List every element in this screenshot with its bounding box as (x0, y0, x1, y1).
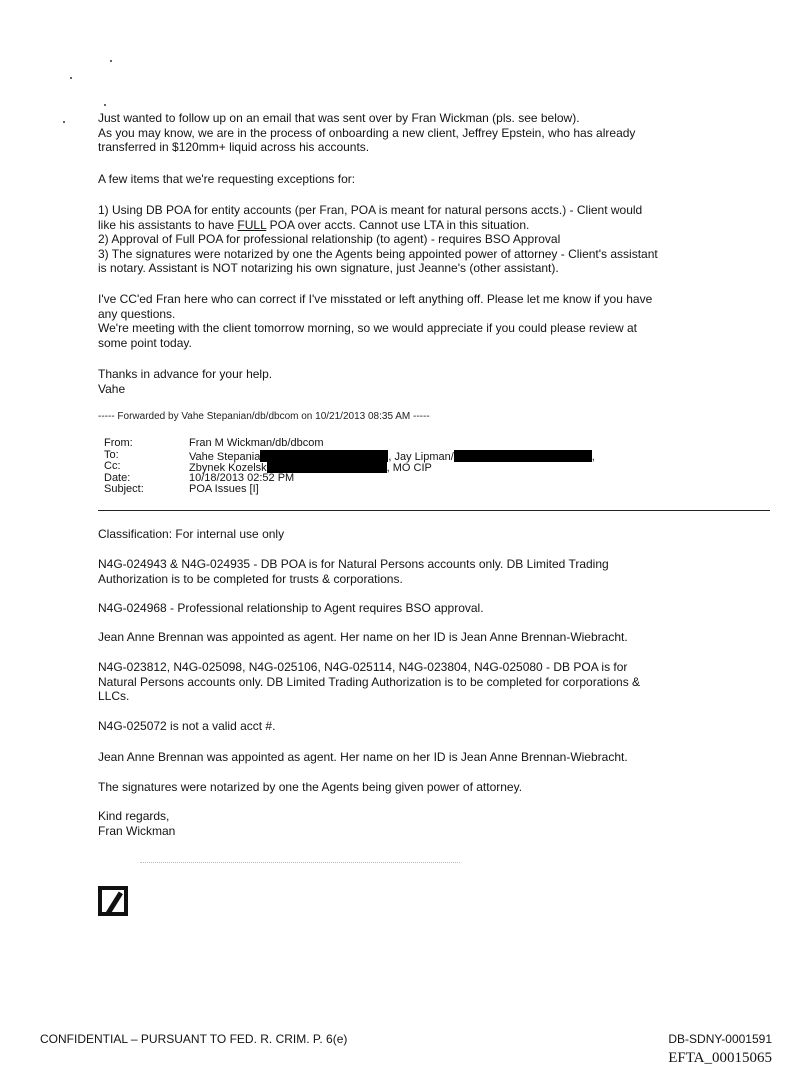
exception-items (98, 203, 708, 276)
intro-line: As you may know, we are in the process of onboarding a new client, Jeffrey Epstein, who has already (98, 125, 636, 140)
body-paragraph: Jean Anne Brennan was appointed as agent. Her name on her ID is Jean Anne Brennan-Wiebracht. (98, 630, 628, 644)
intro-paragraph (98, 111, 698, 155)
body-paragraph: N4G-025072 is not a valid acct #. (98, 719, 276, 733)
item-line: 3) The signatures were notarized by one the Agents being appointed power of attorney - Client's assistant (98, 246, 658, 261)
sender-name: Vahe (98, 381, 126, 396)
redaction-box (454, 450, 592, 462)
redaction-box (260, 450, 388, 462)
intro-line: Just wanted to follow up on an email that was sent over by Fran Wickman (pls. see below). (98, 111, 580, 125)
scan-artifact-line (140, 862, 460, 863)
body-paragraph: Jean Anne Brennan was appointed as agent. Her name on her ID is Jean Anne Brennan-Wiebracht. (98, 750, 628, 764)
body-paragraph: N4G-023812, N4G-025098, N4G-025106, N4G-025114, N4G-023804, N4G-025080 - DB POA is for Natural Persons accounts only. DB Limited Trading Authorization is to be completed for corporations & LLCs. (98, 660, 641, 703)
document-page: Just wanted to follow up on an email that was sent over by Fran Wickman (pls. see below). As you may know, we are in the process of onboarding a new client, Jeffrey Epstein, who has already transferred in $120mm+ liquid across his accounts. A few items that we're requesting exceptions for: 1) Using DB POA for entity accounts (per Fran, POA is meant for natural persons accts.) - Client would like his assistants to have FULL POA over accts. Cannot use LTA in this situation. 2) Approval of Full POA for professional relationship (to agent) - requires BSO Approval 3) The signatures were notarized by one the Agents being appointed power of attorney - Client's assistant is notary. Assistant is NOT notarizing his own signature, just Jeanne's (other assistant). I've CC'ed Fran here who can correct if I've misstated or left anything off. Please let me know if you have any questions. We're meeting with the client tomorrow morning, so we would appreciate if you could please review at some point today. Thanks in advance for your help. Vahe ----- Forwarded by Vahe Stepanian/db/dbcom on 10/21/2013 08:35 AM ----- From: Fran M Wickman/db/dbcom To: Vahe Stepania , Jay Lipman/ , Cc: Zbynek Kozelsk , MO CIP Date: 10/18/2013 02:52 PM Subject: POA Issues [I] Classification: For internal use only N4G-024943 & N4G-024935 - DB POA is for Natural Persons accounts only. DB Limited Trading Authorization is to be completed for trusts & corporations. N4G-024968 - Professional relationship to Agent requires BSO approval. Jean Anne Brennan was appointed as agent. Her name on her ID is Jean Anne Brennan-Wiebracht. N4G-023812, N4G-025098, N4G-025106, N4G-025114, N4G-023804, N4G-025080 - DB POA is for Natural Persons accounts only. DB Limited Trading Authorization is to be completed for corporations & LLCs. N4G-025072 is not a valid acct #. Jean Anne Brennan was appointed as agent. Her name on her ID is Jean Anne Brennan-Wiebracht. The signatures were notarized by one the Agents being given power of attorney. Kind regards, Fran Wickman CONFIDENTIAL – PURSUANT TO FED. R. CRIM. P. 6(e) DB-SDNY-0001591 EFTA_00015065 (0, 0, 812, 1083)
classification-line: Classification: For internal use only (98, 527, 285, 541)
scan-speck (110, 60, 112, 62)
date-value: 10/18/2013 02:52 PM (189, 471, 295, 484)
header-divider (98, 510, 770, 511)
body-paragraph: The signatures were notarized by one the Agents being given power of attorney. (98, 780, 523, 794)
bates-number: DB-SDNY-0001591 (668, 1032, 772, 1046)
confidential-footer: CONFIDENTIAL – PURSUANT TO FED. R. CRIM. P. 6(e) (40, 1032, 348, 1046)
item-line: like his assistants to have FULL POA over accts. Cannot use LTA in this situation. (98, 217, 530, 232)
from-value: Fran M Wickman/db/dbcom (189, 437, 324, 449)
thanks-line: Thanks in advance for your help. (98, 367, 273, 381)
thanks-paragraph (98, 367, 698, 396)
logo-slash (106, 891, 123, 914)
cc-value: Zbynek Kozelsk (189, 462, 267, 474)
scan-speck (63, 121, 65, 123)
cc-paragraph (98, 292, 698, 350)
email-body (98, 527, 718, 542)
signer-name: Fran Wickman (98, 823, 176, 838)
items-intro (98, 172, 698, 187)
underlined-full: FULL (237, 217, 267, 232)
scan-speck (70, 77, 72, 79)
subject-value: POA Issues [I] (189, 483, 259, 495)
body-paragraph: N4G-024943 & N4G-024935 - DB POA is for Natural Persons accounts only. DB Limited Trading Authorization is to be completed for trusts & corporations. (98, 557, 609, 586)
cc-line: We're meeting with the client tomorrow morning, so we would appreciate if you could please review at (98, 321, 637, 335)
item-line: 2) Approval of Full POA for professional relationship (to agent) - requires BSO Approval (98, 232, 561, 246)
forwarded-line: ----- Forwarded by Vahe Stepanian/db/dbcom on 10/21/2013 08:35 AM ----- (98, 411, 430, 422)
cc-line: I've CC'ed Fran here who can correct if I've misstated or left anything off. Please let me know if you have (98, 292, 653, 306)
item-line: is notary. Assistant is NOT notarizing his own signature, just Jeanne's (other assistant). (98, 261, 559, 275)
cc-line: some point today. (98, 335, 192, 350)
items-intro-text: A few items that we're requesting exceptions for: (98, 172, 356, 186)
scan-speck (104, 104, 106, 106)
deutsche-bank-logo-icon (98, 886, 128, 916)
efta-number: EFTA_00015065 (668, 1050, 772, 1066)
cc-line: any questions. (98, 306, 176, 321)
intro-line: transferred in $120mm+ liquid across his accounts. (98, 140, 370, 154)
signature-block: Kind regards, Fran Wickman (98, 809, 718, 838)
item-line: 1) Using DB POA for entity accounts (per Fran, POA is meant for natural persons accts.) - Client would (98, 203, 643, 217)
to-value: Vahe Stepania (189, 450, 261, 463)
body-paragraph: N4G-024968 - Professional relationship to Agent requires BSO approval. (98, 601, 484, 615)
